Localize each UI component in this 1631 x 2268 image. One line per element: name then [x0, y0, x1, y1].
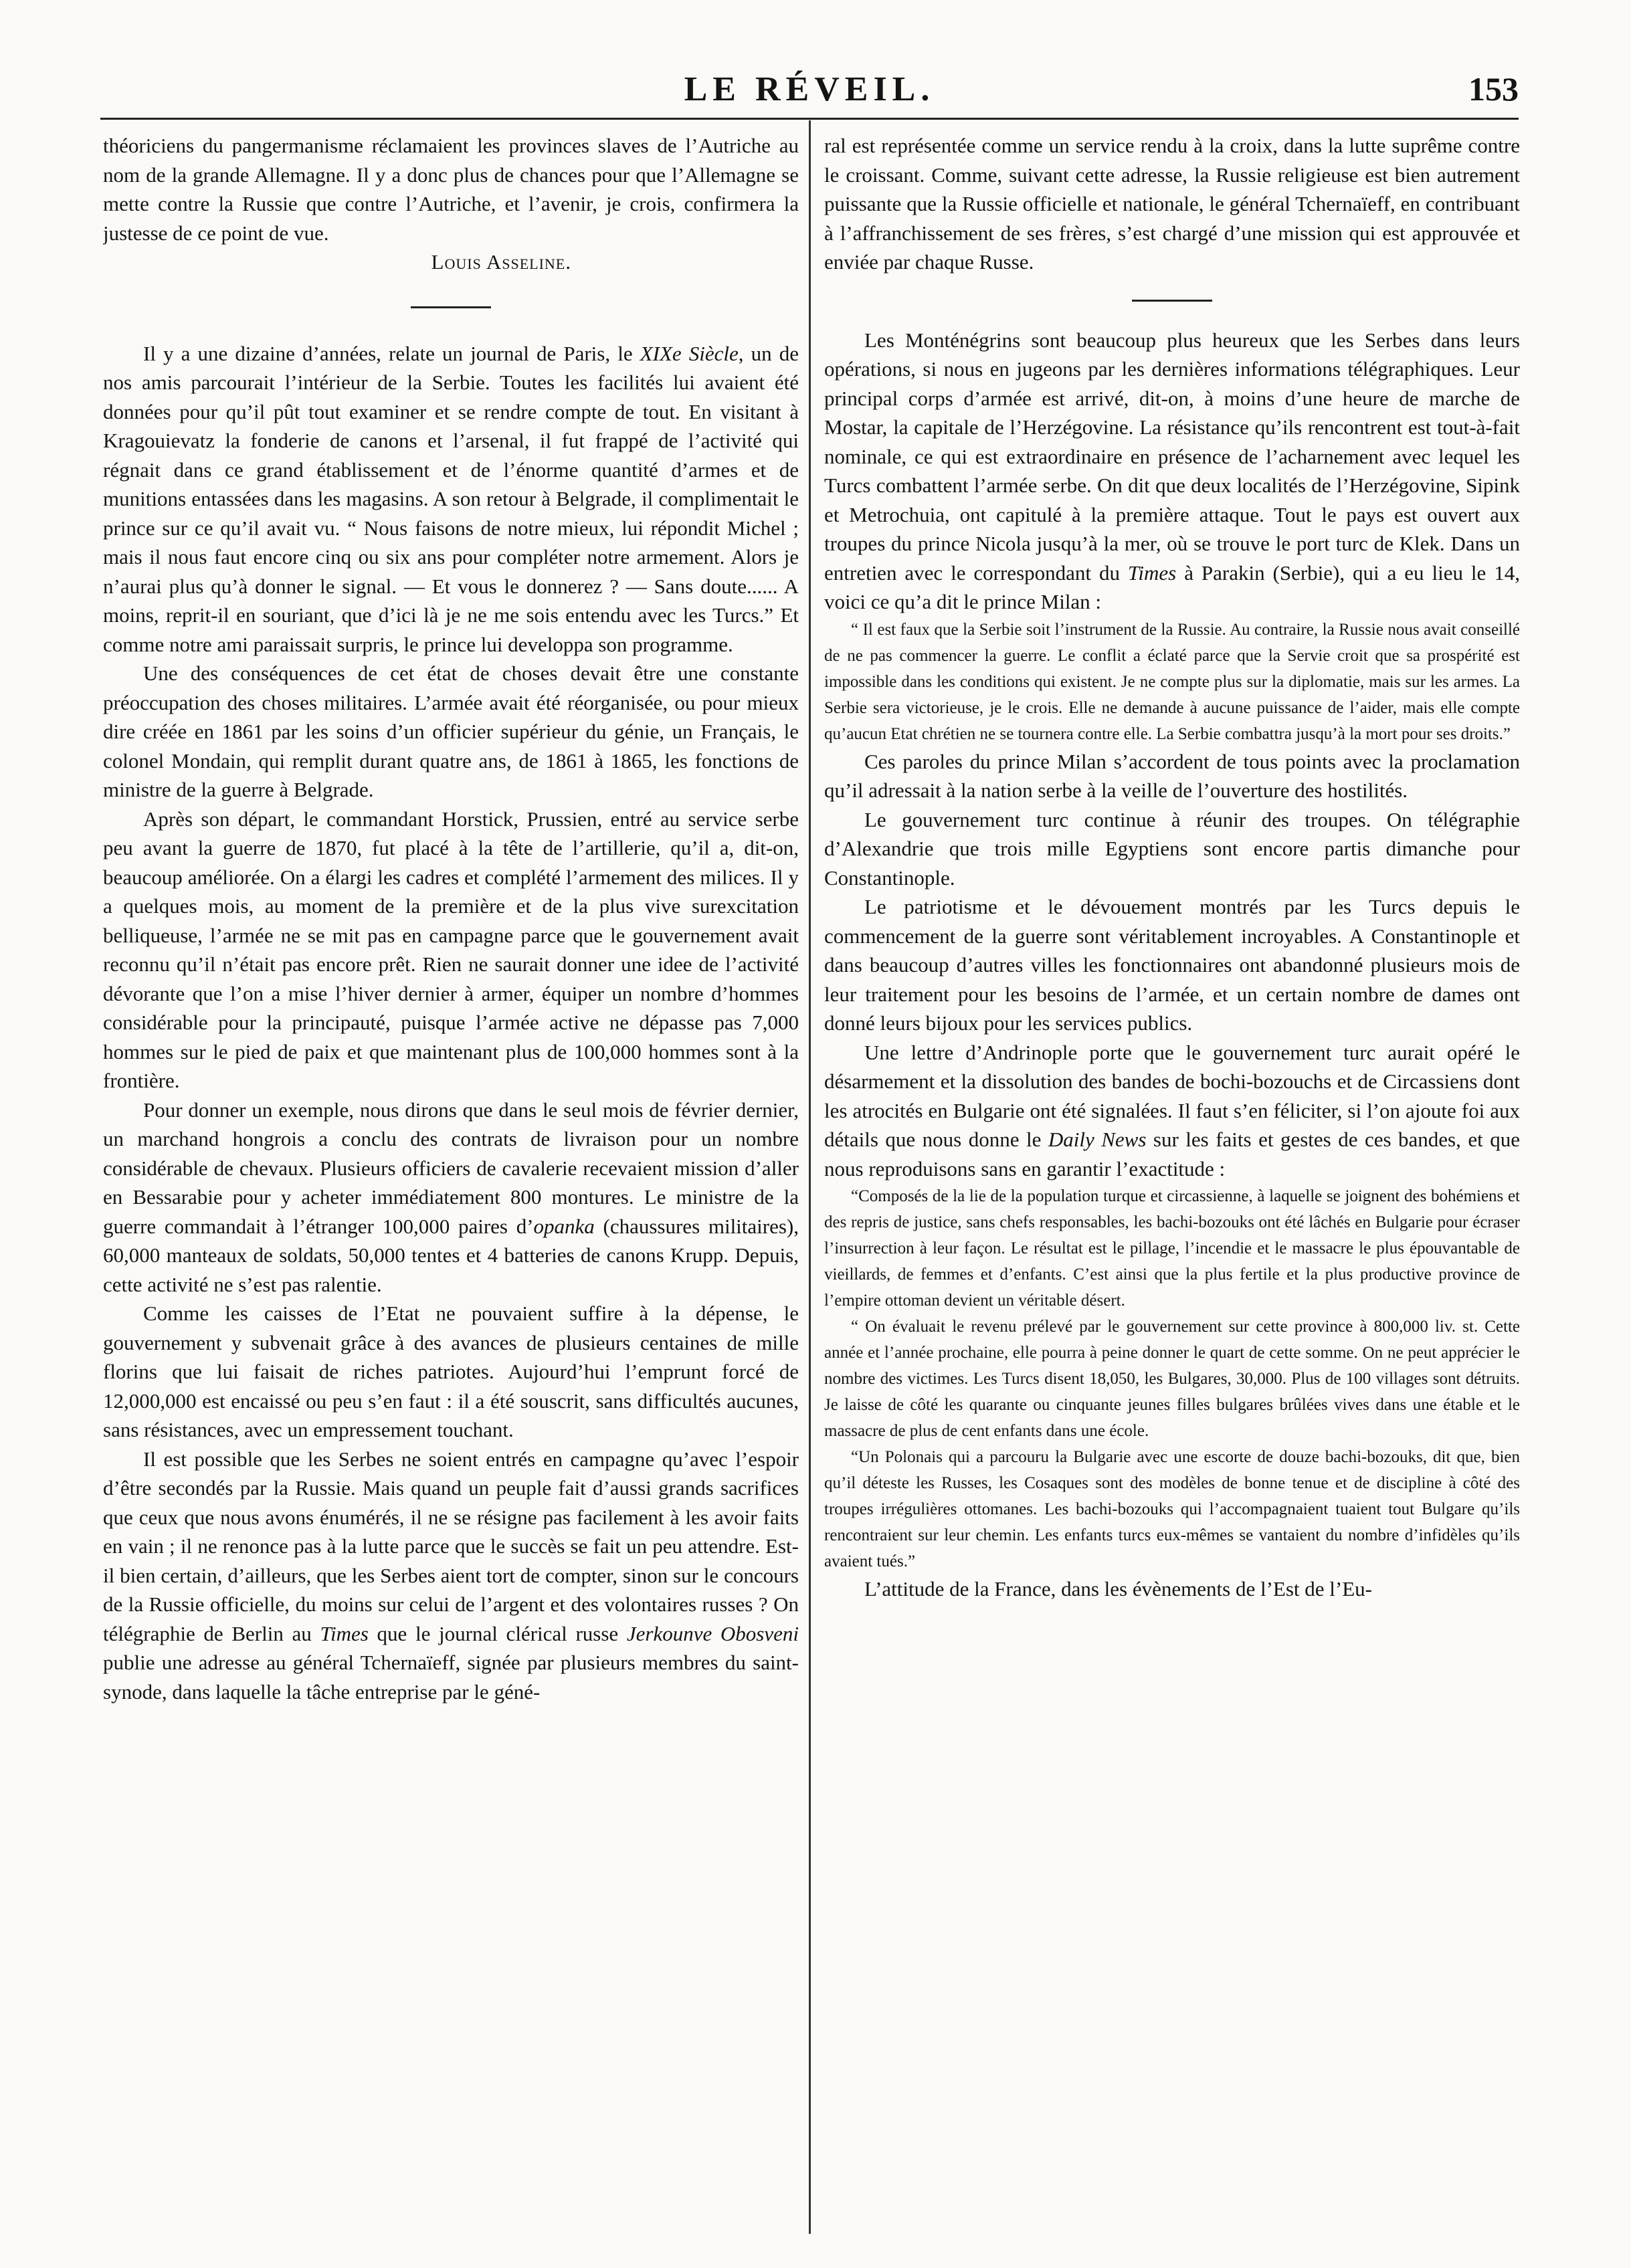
page-number: 153 — [1468, 70, 1519, 108]
article-paragraph: L’attitude de la France, dans les évènements de l’Est de l’Eu- — [864, 1577, 1372, 1601]
article-paragraph: Il est possible que les Serbes ne soient entrés en campagne qu’avec l’espoir d’être secondés par la Russie. Mais quand un peuple fait d’aussi grands sacrifices que ceux que nous avons énumérés, il ne se résigne pas facilement à les avoir faits en vain ; il ne renonce pas à la lutte parce que le succès se fait un peu attendre. Est-il bien certain, d’ailleurs, que les Serbes aient tort de compter, sinon sur le concours de la Russie officielle, du moins sur celui de l’argent et des volontaires russes ? On télégraphie de Berlin au Times que le journal clérical russe Jerkounve Obosveni publie une adresse au général Tchernaïeff, signée par plusieurs membres du saint-synode, dans laquelle la tâche entreprise par le géné- — [103, 1447, 799, 1704]
article-separator — [1132, 300, 1212, 302]
article-paragraph: Ces paroles du prince Milan s’accordent de tous points avec la proclamation qu’il adressait à la nation serbe à la veille de l’ouverture des hostilités. — [824, 749, 1520, 802]
article-paragraph: théoriciens du pangermanisme réclamaient les provinces slaves de l’Autriche au nom de la grande Allemagne. Il y a donc plus de chances pour que l’Allemagne se mette contre la Russie que contre l’Autriche, et l’avenir, je crois, confirmera la justesse de ce point de vue. — [103, 134, 799, 245]
article-separator — [411, 306, 491, 308]
article-paragraph: Les Monténégrins sont beaucoup plus heureux que les Serbes dans leurs opérations, si nous en jugeons par les dernières informations télégraphiques. Leur principal corps d’armée est arrivé, dit-on, à moins d’une heure de marche de Mostar, la capitale de l’Herzégovine. La résistance qu’ils rencontrent est tout-à-fait nominale, ce qui est extraordinaire en présence de l’acharnement avec lequel les Turcs combattent l’armée serbe. On dit que deux localités de l’Herzégovine, Sipink et Metrochuia, ont capitulé à la première attaque. Tout le pays est ouvert aux troupes du prince Nicola jusqu’à la mer, où se trouve le port turc de Klek. Dans un entretien avec le correspondant du Times à Parakin (Serbie), qui a eu lieu le 14, voici ce qu’a dit le prince Milan : — [824, 328, 1520, 613]
quotation: “ Il est faux que la Serbie soit l’instrument de la Russie. Au contraire, la Russie nous avait conseillé de ne pas commencer la guerre. Le conflit a éclaté parce que la Servie croit que sa prospérité est impossible dans les conditions qui existent. Je ne compte plus sur la diplomatie, mais sur les armes. La Serbie sera victorieuse, je le crois. Elle ne demande à aucune puissance de l’aider, mais elle compte qu’aucun Etat chrétien ne se tournera contre elle. La Serbie combattra jusqu’à la mort pour ses droits.” — [824, 620, 1520, 743]
article-paragraph: Une lettre d’Andrinople porte que le gouvernement turc aurait opéré le désarmement et la dissolution des bandes de bochi-bozouchs et de Circassiens dont les atrocités en Bulgarie ont été signalées. Il faut s’en féliciter, si l’on ajoute foi aux détails que nous donne le Daily News sur les faits et gestes de ces bandes, et que nous reproduisons sans en garantir l’exactitude : — [824, 1040, 1520, 1180]
article-paragraph: Le patriotisme et le dévouement montrés par les Turcs depuis le commencement de la guerre sont véritablement incroyables. A Constantinople et dans beaucoup d’autres villes les fonctionnaires ont abandonné plusieurs mois de leur traitement pour les besoins de l’armée, et un certain nombre de dames ont donné leurs bijoux pour les services publics. — [824, 895, 1520, 1035]
newspaper-title: LE RÉVEIL. — [684, 70, 935, 108]
header-rule — [100, 118, 1519, 120]
author-signature: Louis Asseline. — [431, 250, 571, 274]
article-paragraph: Il y a une dizaine d’années, relate un journal de Paris, le XIXe Siècle, un de nos amis parcourait l’intérieur de la Serbie. Toutes les facilités lui avaient été données pour qu’il pût tout examiner et se rendre compte de tout. En visitant à Kragouievatz la fonderie de canons et l’arsenal, il fut frappé de l’activité qui régnait dans ce grand établissement et de l’énorme quantité d’armes et de munitions entassées dans les magasins. A son retour à Belgrade, il complimentait le prince sur ce qu’il avait vu. “ Nous faisons de notre mieux, lui répondit Michel ; mais il nous faut encore cinq ou six ans pour compléter notre armement. Alors je n’aurai plus qu’à donner le signal. — Et vous le donnerez ? — Sans doute...... A moins, reprit-il en souriant, que d’ici là je ne me sois entendu avec les Turcs.” Et comme notre ami paraissait surpris, le prince lui developpa son programme. — [103, 341, 799, 656]
quotation: “Composés de la lie de la population turque et circassienne, à laquelle se joignent des bohémiens et des repris de justice, sans chefs responsables, les bachi-bozouks ont été lâchés en Bulgarie pour écraser l’insurrection à leur façon. Le résultat est le pillage, l’incendie et le massacre le plus épouvantable de vieillards, de femmes et d’enfants. C’est ainsi que la plus fertile et la plus productive province de l’empire ottoman devient un véritable désert. — [824, 1187, 1520, 1310]
left-column — [103, 131, 799, 2231]
article-paragraph: Une des conséquences de cet état de choses devait être une constante préoccupation des choses militaires. L’armée avait été réorganisée, ou pour mieux dire créée en 1861 par les soins d’un officier supérieur du génie, un Français, le colonel Mondain, qui remplit durant quatre ans, de 1861 à 1865, les fonctions de ministre de la guerre à Belgrade. — [103, 661, 799, 801]
quotation: “ On évaluait le revenu prélevé par le gouvernement sur cette province à 800,000 liv. st. Cette année et l’année prochaine, elle pourra à peine donner le quart de cette somme. On ne peut apprécier le nombre des victimes. Les Turcs disent 18,050, les Bulgares, 30,000. Plus de 100 villages sont détruits. Je laisse de côté les quarante ou cinquante jeunes filles bulgares brûlées vives dans une étable et le massacre de plus de cent enfants dans une école. — [824, 1318, 1520, 1440]
article-paragraph: ral est représentée comme un service rendu à la croix, dans la lutte suprême contre le croissant. Comme, suivant cette adresse, la Russie religieuse est bien autrement puissante que la Russie officielle et nationale, le général Tchernaïeff, en contribuant à l’affranchissement de ses frères, s’est chargé d’une mission qui est approuvée et enviée par chaque Russe. — [824, 134, 1520, 274]
article-paragraph: Après son départ, le commandant Horstick, Prussien, entré au service serbe peu avant la guerre de 1870, fut placé à la tête de l’artillerie, qu’il a, dit-on, beaucoup améliorée. On a élargi les cadres et complété l’armement des milices. Il y a quelques mois, au moment de la première et de la plus vive surexcitation belliqueuse, l’armée ne se mit pas en campagne parce que le gouvernement avait reconnu qu’il n’était pas encore prêt. Rien ne saurait donner une idee de l’activité dévorante que l’on a mise l’hiver dernier à armer, équiper un nombre d’hommes considérable pour la principauté, puisque l’armée active ne dépasse pas 7,000 hommes sur le pied de paix et que maintenant plus de 100,000 hommes sont à la frontière. — [103, 807, 799, 1092]
article-paragraph: Pour donner un exemple, nous dirons que dans le seul mois de février dernier, un marchand hongrois a conclu des contrats de livraison pour un nombre considérable de chevaux. Plusieurs officiers de cavalerie recevaient mission d’aller en Bessarabie pour y acheter immédiatement 800 montures. Le ministre de la guerre commandait à l’étranger 100,000 paires d’opanka (chaussures militaires), 60,000 manteaux de soldats, 50,000 tentes et 4 batteries de canons Krupp. Depuis, cette activité ne s’est pas ralentie. — [103, 1098, 799, 1296]
column-divider — [809, 120, 811, 2234]
page-header — [100, 70, 1519, 116]
right-column — [824, 131, 1520, 2231]
quotation: “Un Polonais qui a parcouru la Bulgarie avec une escorte de douze bachi-bozouks, dit que, bien qu’il déteste les Russes, les Cosaques sont des modèles de bonne tenue et de discipline à côté des troupes irrégulières ottomanes. Les bachi-bozouks qui l’accompagnaient tuaient tout Bulgare qu’ils rencontraient sur leur chemin. Les enfants turcs eux-mêmes se vantaient du nombre d’infidèles qu’ils avaient tués.” — [824, 1448, 1520, 1570]
article-paragraph: Le gouvernement turc continue à réunir des troupes. On télégraphie d’Alexandrie que trois mille Egyptiens sont encore partis dimanche pour Constantinople. — [824, 807, 1520, 890]
article-paragraph: Comme les caisses de l’Etat ne pouvaient suffire à la dépense, le gouvernement y subvenait grâce à des avances de plusieurs centaines de mille florins que lui faisait de riches patriotes. Aujourd’hui l’emprunt forcé de 12,000,000 est encaissé ou peu s’en faut : il a été souscrit, sans difficultés aucunes, sans résistances, avec un empressement touchant. — [103, 1302, 799, 1441]
